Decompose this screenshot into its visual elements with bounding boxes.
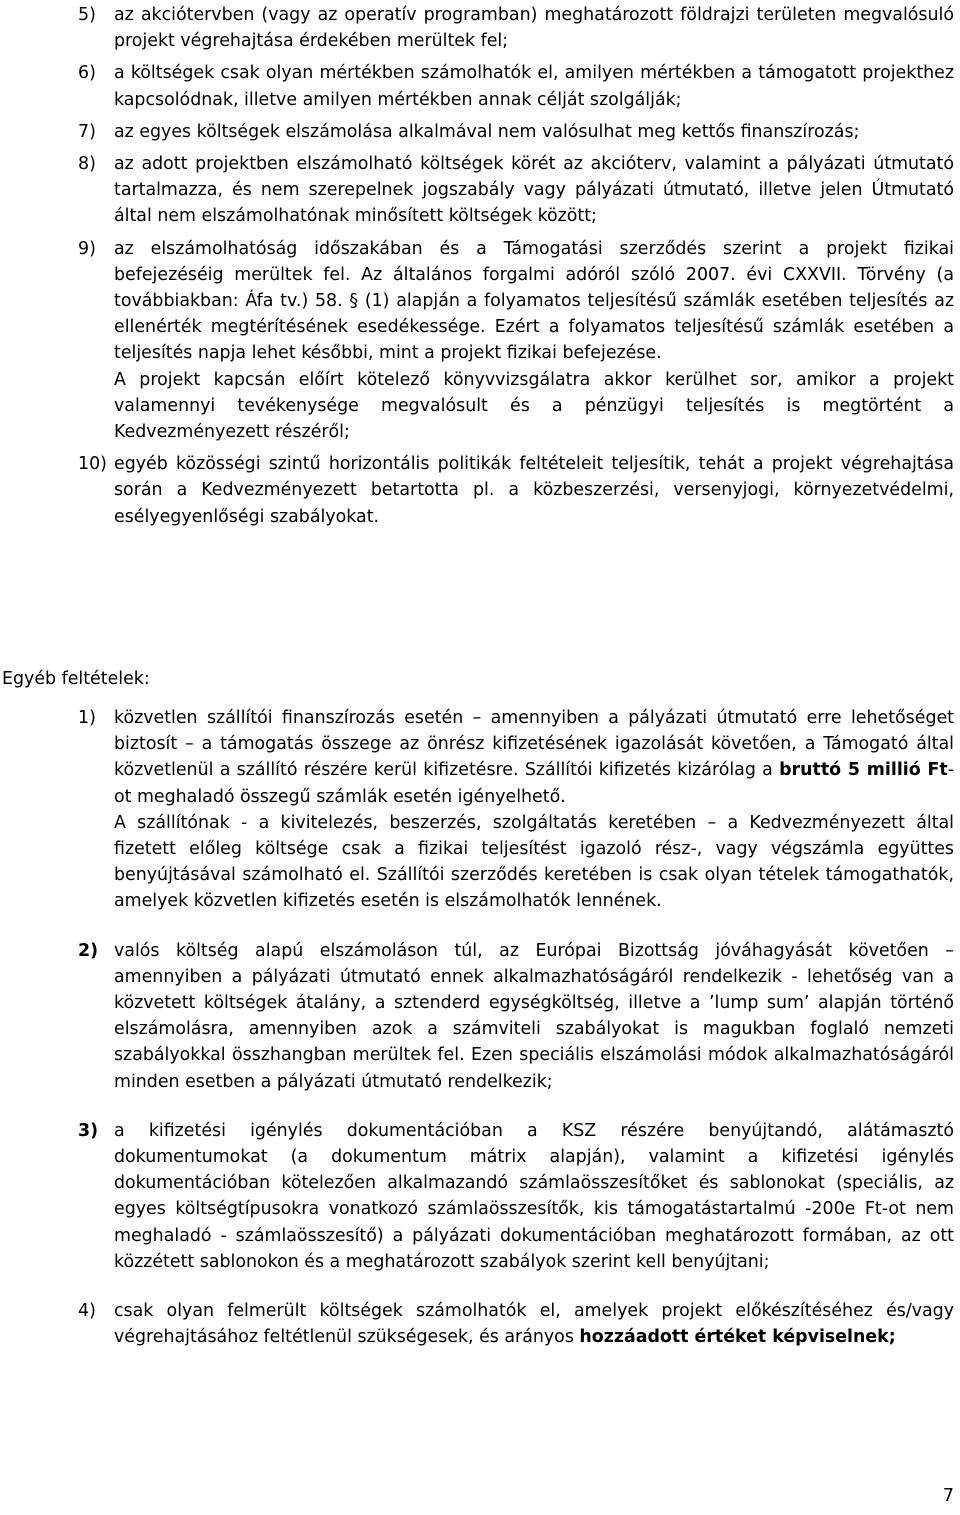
item-number: 1) — [78, 708, 96, 728]
list-item — [0, 938, 960, 1095]
item-text: a költségek csak olyan mértékben számolhatók el, amilyen mértékben a támogatott projekthez kapcsolódnak, illetve amilyen mértékben annak célját szolgálják; — [114, 63, 954, 110]
item-number: 6) — [78, 63, 96, 84]
list-item — [0, 2, 960, 54]
item-number: 3) — [78, 1120, 99, 1141]
item-number: 4) — [78, 1301, 96, 1322]
item-text: egyéb közösségi szintű horizontális politikák feltételeit teljesítik, tehát a projekt végrehajtása során a Kedvezményezett betartotta pl. a közbeszerzési, versenyjogi, környezetvédelmi, esélyegyenlőségi szabályokat. — [114, 454, 954, 527]
item-paragraph — [114, 705, 954, 810]
item-number: 7) — [78, 121, 96, 142]
item-text: az akciótervben (vagy az operatív programban) meghatározott földrajzi területen megvalósuló projekt végrehajtása érdekében merültek fel; — [114, 5, 954, 52]
item-number: 2) — [78, 940, 99, 961]
item-text: az adott projektben elszámolható költségek körét az akcióterv, valamint a pályázati útmutató tartalmazza, és nem szerepelnek jogszabály vagy pályázati útmutató, illetve jelen Útmutató által nem elszámolhatónak minősített költségek között; — [114, 154, 954, 227]
bold-amount: bruttó 5 millió Ft — [779, 760, 948, 781]
list-item — [0, 1298, 960, 1350]
text-run: -ot meghaladó összegű számlák esetén igényelhető. — [114, 760, 954, 807]
list-item — [0, 236, 960, 446]
item-paragraph: A szállítónak - a kivitelezés, beszerzés, szolgáltatás keretében – a Kedvezményezett által fizetett előleg költsége csak a fizikai teljesítést igazoló rész-, vagy végszámla együttes benyújtásával számolható el. Szállítói szerződés keretében is csak olyan tételek támogathatók, amelyek közvetlen kifizetés esetén is elszámolhatók lennének. — [114, 812, 954, 912]
eligibility-conditions-list — [0, 2, 960, 536]
item-paragraph: az elszámolhatóság időszakában és a Támogatási szerződés szerint a projekt fizikai befejezéséig merültek fel. Az általános forgalmi adóról szóló 2007. évi CXXVII. Törvény (a továbbiakban: Áfa tv.) 58. § (1) alapján a folyamatos teljesítésű számlák esetében teljesítés az ellenérték megtérítésének esedékessége. Ezért a folyamatos teljesítésű számlák esetében a teljesítés napja lehet későbbi, mint a projekt fizikai befejezése. — [114, 238, 954, 364]
item-number: 8) — [78, 154, 96, 175]
list-item — [0, 119, 960, 145]
item-text: a kifizetési igénylés dokumentációban a KSZ részére benyújtandó, alátámasztó dokumentumokat (a dokumentum mátrix alapján), valamint a kifizetési igénylés dokumentációban kötelezően alkalmazandó számlaösszesítőket és sablonokat (speciális, az egyes költségtípusokra vonatkozó számlaösszesítők, kis támogatástartalmú -200e Ft-ot nem meghaladó - számlaösszesítő) a pályázati dokumentációban meghatározott formában, az ott közzétett sablonokon és a meghatározott szabályok szerint kell benyújtani; — [114, 1120, 954, 1272]
list-item — [0, 60, 960, 112]
item-text: valós költség alapú elszámoláson túl, az Európai Bizottság jóváhagyását követően – amennyiben a pályázati útmutató ennek alkalmazhatóságáról rendelkezik - lehetőség van a közvetett költségek átalány, a sztenderd egységköltség, illetve a ’lump sum’ alapján történő elszámolásra, amennyiben azok a számviteli szabályokat is magukban foglaló nemzeti szabályokkal összhangban merültek fel. Ezen speciális elszámolási módok alkalmazhatóságáról minden esetben a pályázati útmutató rendelkezik; — [114, 940, 954, 1092]
text-run: közvetlen szállítói finanszírozás esetén – amennyiben a pályázati útmutató erre lehetőséget biztosít – a támogatás összege az önrész kifizetésének igazolását követően, a Támogató által közvetlenül a szállító részére kerül kifizetésre. Szállítói kifizetés kizárólag a — [114, 708, 954, 781]
list-item — [0, 705, 960, 915]
item-text — [114, 1298, 954, 1350]
item-number: 10) — [78, 454, 107, 475]
section-heading: Egyéb feltételek: — [2, 669, 150, 689]
bold-phrase: hozzáadott értéket képviselnek; — [579, 1327, 896, 1348]
item-number: 9) — [78, 238, 96, 259]
page-number: 7 — [942, 1486, 954, 1506]
item-paragraph: A projekt kapcsán előírt kötelező könyvvizsgálatra akkor kerülhet sor, amikor a projekt valamennyi tevékenysége megvalósult és a pénzügyi teljesítés is megtörtént a Kedvezményezett részéről; — [114, 369, 954, 443]
item-number: 5) — [78, 5, 96, 25]
text-run: csak olyan felmerült költségek számolhatók el, amelyek projekt előkészítéséhez és/vagy végrehajtásához feltétlenül szükségesek, és arányos — [114, 1301, 954, 1348]
other-conditions-list — [0, 705, 960, 1373]
list-item — [0, 151, 960, 230]
list-item — [0, 1118, 960, 1275]
item-text: az egyes költségek elszámolása alkalmával nem valósulhat meg kettős finanszírozás; — [114, 121, 860, 142]
list-item — [0, 451, 960, 530]
